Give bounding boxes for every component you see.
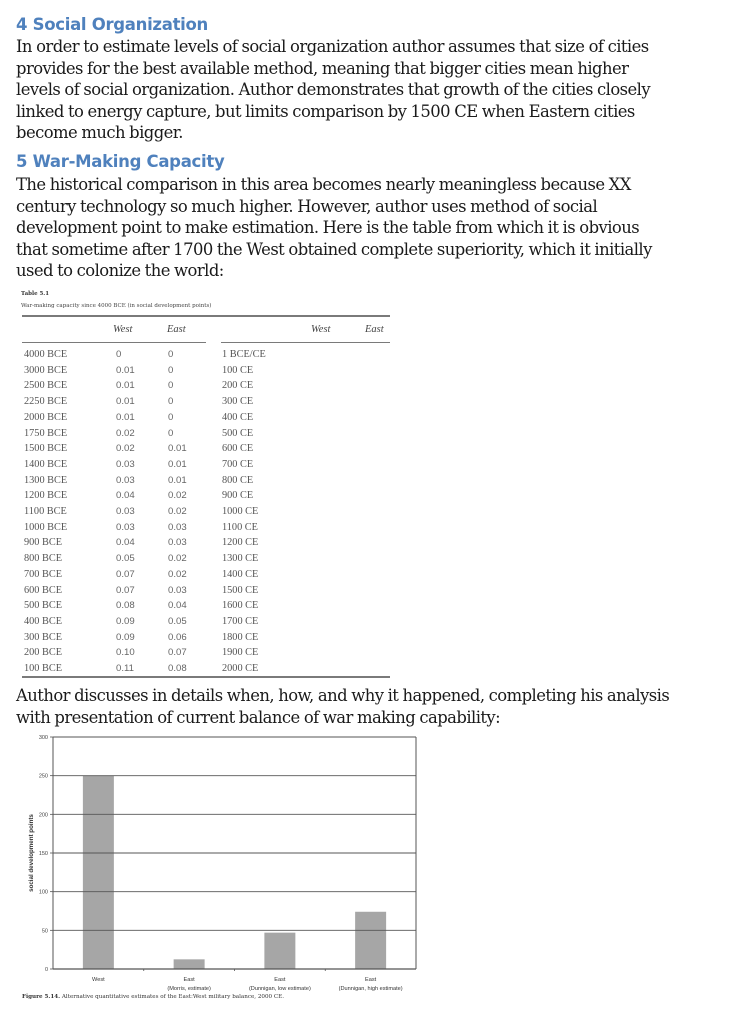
- table-cell-east: 0.03: [168, 537, 187, 549]
- column-header-east: East: [167, 324, 186, 335]
- table-cell-east: 0.02: [168, 506, 187, 517]
- table-row-label: 1200 BCE: [24, 490, 68, 502]
- table-row-label: 800 CE: [222, 474, 254, 486]
- figure-caption: [22, 994, 284, 1000]
- table-row-label: 2250 BCE: [24, 396, 68, 408]
- bar-3: [355, 912, 386, 969]
- table-cell-west: 0.09: [116, 615, 135, 627]
- table-cell-east: 0.01: [168, 474, 187, 486]
- table-row-label: 200 BCE: [24, 647, 63, 659]
- x-tick-sublabel: (Dunnigan, low estimate): [248, 986, 311, 992]
- table-cell-west: 0: [116, 349, 122, 360]
- table-row-label: 1800 CE: [222, 631, 259, 643]
- table-row-label: 1300 BCE: [24, 474, 68, 486]
- table-row-label: 700 CE: [222, 458, 254, 470]
- y-tick-label: 50: [41, 928, 48, 935]
- table-cell-west: 0.04: [116, 490, 135, 502]
- y-axis-label: social development points: [28, 814, 35, 892]
- column-header-west: West: [113, 324, 133, 335]
- figure-caption-text: Alternative quantitative estimates of the East:West military balance, 2000 CE.: [60, 994, 285, 1000]
- paragraph-line: become much bigger.: [16, 123, 183, 143]
- table-cell-west: 0.03: [116, 521, 135, 533]
- paragraph-line: used to colonize the world:: [16, 261, 224, 281]
- table-row-label: 1200 CE: [222, 537, 259, 549]
- table-cell-west: 0.10: [116, 647, 135, 659]
- table-cell-east: 0.02: [168, 490, 187, 502]
- table-cell-west: 0.03: [116, 506, 135, 517]
- table-row-label: 4000 BCE: [24, 349, 68, 360]
- table-cell-west: 0.07: [116, 568, 135, 580]
- table-cell-east: 0: [168, 427, 174, 439]
- paragraph-line: provides for the best available method, meaning that bigger cities mean higher: [16, 58, 629, 78]
- table-row-label: 500 BCE: [24, 600, 63, 612]
- x-tick-label: East: [183, 977, 195, 983]
- table-row-label: 900 CE: [222, 490, 254, 502]
- table-cell-east: 0.03: [168, 521, 187, 533]
- table-cell-east: 0: [168, 380, 174, 392]
- table-cell-east: 0.05: [168, 615, 187, 627]
- table-row-label: 100 BCE: [24, 663, 63, 674]
- paragraph-line: In order to estimate levels of social organization author assumes that size of cities: [16, 37, 649, 56]
- table-cell-west: 0.11: [116, 663, 134, 674]
- table-cell-east: 0: [168, 349, 174, 360]
- bar-1: [174, 959, 205, 969]
- table-row-label: 1500 CE: [222, 584, 259, 596]
- paragraph-line: that sometime after 1700 the West obtained complete superiority, which it initially: [16, 239, 652, 259]
- table-cell-east: 0.02: [168, 553, 187, 565]
- table-cell-west: 0.05: [116, 553, 135, 565]
- paragraph-line: Author discusses in details when, how, and why it happened, completing his analysis: [16, 686, 670, 705]
- table-row-label: 1750 BCE: [24, 427, 68, 439]
- table-row-label: 700 BCE: [24, 568, 63, 580]
- table-cell-west: 0.01: [116, 380, 135, 392]
- table-row-label: 1000 CE: [222, 506, 259, 517]
- table-cell-west: 0.09: [116, 631, 135, 643]
- table-cell-west: 0.07: [116, 584, 135, 596]
- table-number: Table 5.1: [21, 291, 50, 297]
- table-row-label: 1900 CE: [222, 647, 259, 659]
- y-tick-label: 200: [38, 812, 48, 819]
- x-tick-label: West: [92, 977, 105, 983]
- table-row-label: 400 CE: [222, 411, 254, 423]
- section-heading-war-making-capacity: 5 War-Making Capacity: [16, 152, 225, 171]
- table-row-label: 300 BCE: [24, 631, 63, 643]
- table-row-label: 1500 BCE: [24, 443, 68, 455]
- table-row-label: 500 CE: [222, 427, 254, 439]
- x-tick-sublabel: (Dunnigan, high estimate): [338, 986, 403, 992]
- table-cell-east: 0.08: [168, 663, 187, 674]
- table-row-label: 800 BCE: [24, 553, 63, 565]
- table-row-label: 600 BCE: [24, 584, 63, 596]
- table-row-label: 1400 BCE: [24, 458, 68, 470]
- table-row-label: 1100 BCE: [24, 506, 67, 517]
- table-row-label: 600 CE: [222, 443, 254, 455]
- table-row-label: 2000 CE: [222, 663, 259, 674]
- table-row-label: 2000 BCE: [24, 411, 68, 423]
- table-cell-west: 0.04: [116, 537, 135, 549]
- table-cell-west: 0.01: [116, 396, 135, 408]
- figure-caption-label: Figure 5.14.: [22, 994, 61, 1000]
- table-cell-east: 0.03: [168, 584, 187, 596]
- paragraph-line: century technology so much higher. However, author uses method of social: [16, 196, 598, 216]
- table-cell-east: 0.02: [168, 568, 187, 580]
- x-tick-label: East: [274, 977, 286, 983]
- table-cell-west: 0.02: [116, 427, 135, 439]
- table-cell-west: 0.08: [116, 600, 135, 612]
- paragraph-line: with presentation of current balance of war making capability:: [16, 707, 501, 727]
- paragraph-line: The historical comparison in this area becomes nearly meaningless because XX: [16, 175, 631, 194]
- table-row-label: 400 BCE: [24, 615, 63, 627]
- table-row-label: 1000 BCE: [24, 521, 68, 533]
- table-row-label: 1600 CE: [222, 600, 259, 612]
- table-row-label: 3000 BCE: [24, 364, 68, 376]
- table-cell-west: 0.03: [116, 458, 135, 470]
- table-cell-east: 0: [168, 411, 174, 423]
- table-cell-west: 0.03: [116, 474, 135, 486]
- paragraph-line: levels of social organization. Author demonstrates that growth of the cities closely: [16, 80, 651, 100]
- y-tick-label: 300: [38, 735, 48, 741]
- table-row-label: 900 BCE: [24, 537, 63, 549]
- table-row-label: 1400 CE: [222, 568, 259, 580]
- table-cell-east: 0.01: [168, 443, 187, 455]
- table-cell-east: 0: [168, 364, 174, 376]
- table-cell-east: 0.01: [168, 458, 187, 470]
- column-header-east-right: East: [365, 324, 384, 335]
- table-row-label: 1 BCE/CE: [222, 349, 266, 360]
- column-header-west-right: West: [311, 324, 331, 335]
- table-row-label: 1100 CE: [222, 521, 258, 533]
- table-cell-east: 0.07: [168, 647, 187, 659]
- table-row-label: 200 CE: [222, 380, 254, 392]
- y-tick-label: 0: [44, 967, 48, 973]
- section-heading-social-organization: 4 Social Organization: [16, 15, 208, 34]
- table-cell-west: 0.02: [116, 443, 135, 455]
- paragraph-line: linked to energy capture, but limits comparison by 1500 CE when Eastern cities: [16, 101, 635, 121]
- table-row-label: 300 CE: [222, 396, 254, 408]
- x-tick-sublabel: (Morris, estimate): [167, 986, 211, 992]
- y-tick-label: 250: [38, 773, 48, 780]
- table-caption: War-making capacity since 4000 BCE (in social development points): [21, 303, 212, 309]
- table-row-label: 1700 CE: [222, 615, 259, 627]
- table-row-label: 1300 CE: [222, 553, 259, 565]
- bar-0: [83, 776, 114, 969]
- paragraph-line: development point to make estimation. Here is the table from which it is obvious: [16, 218, 640, 238]
- table-cell-west: 0.01: [116, 411, 135, 423]
- table-cell-east: 0: [168, 396, 174, 408]
- table-cell-west: 0.01: [116, 364, 135, 376]
- y-tick-label: 150: [38, 851, 48, 857]
- table-cell-east: 0.06: [168, 631, 187, 643]
- bar-2: [264, 933, 295, 969]
- table-cell-east: 0.04: [168, 600, 187, 612]
- x-tick-label: East: [365, 977, 377, 983]
- table-row-label: 100 CE: [222, 364, 254, 376]
- table-row-label: 2500 BCE: [24, 380, 68, 392]
- y-tick-label: 100: [38, 889, 48, 896]
